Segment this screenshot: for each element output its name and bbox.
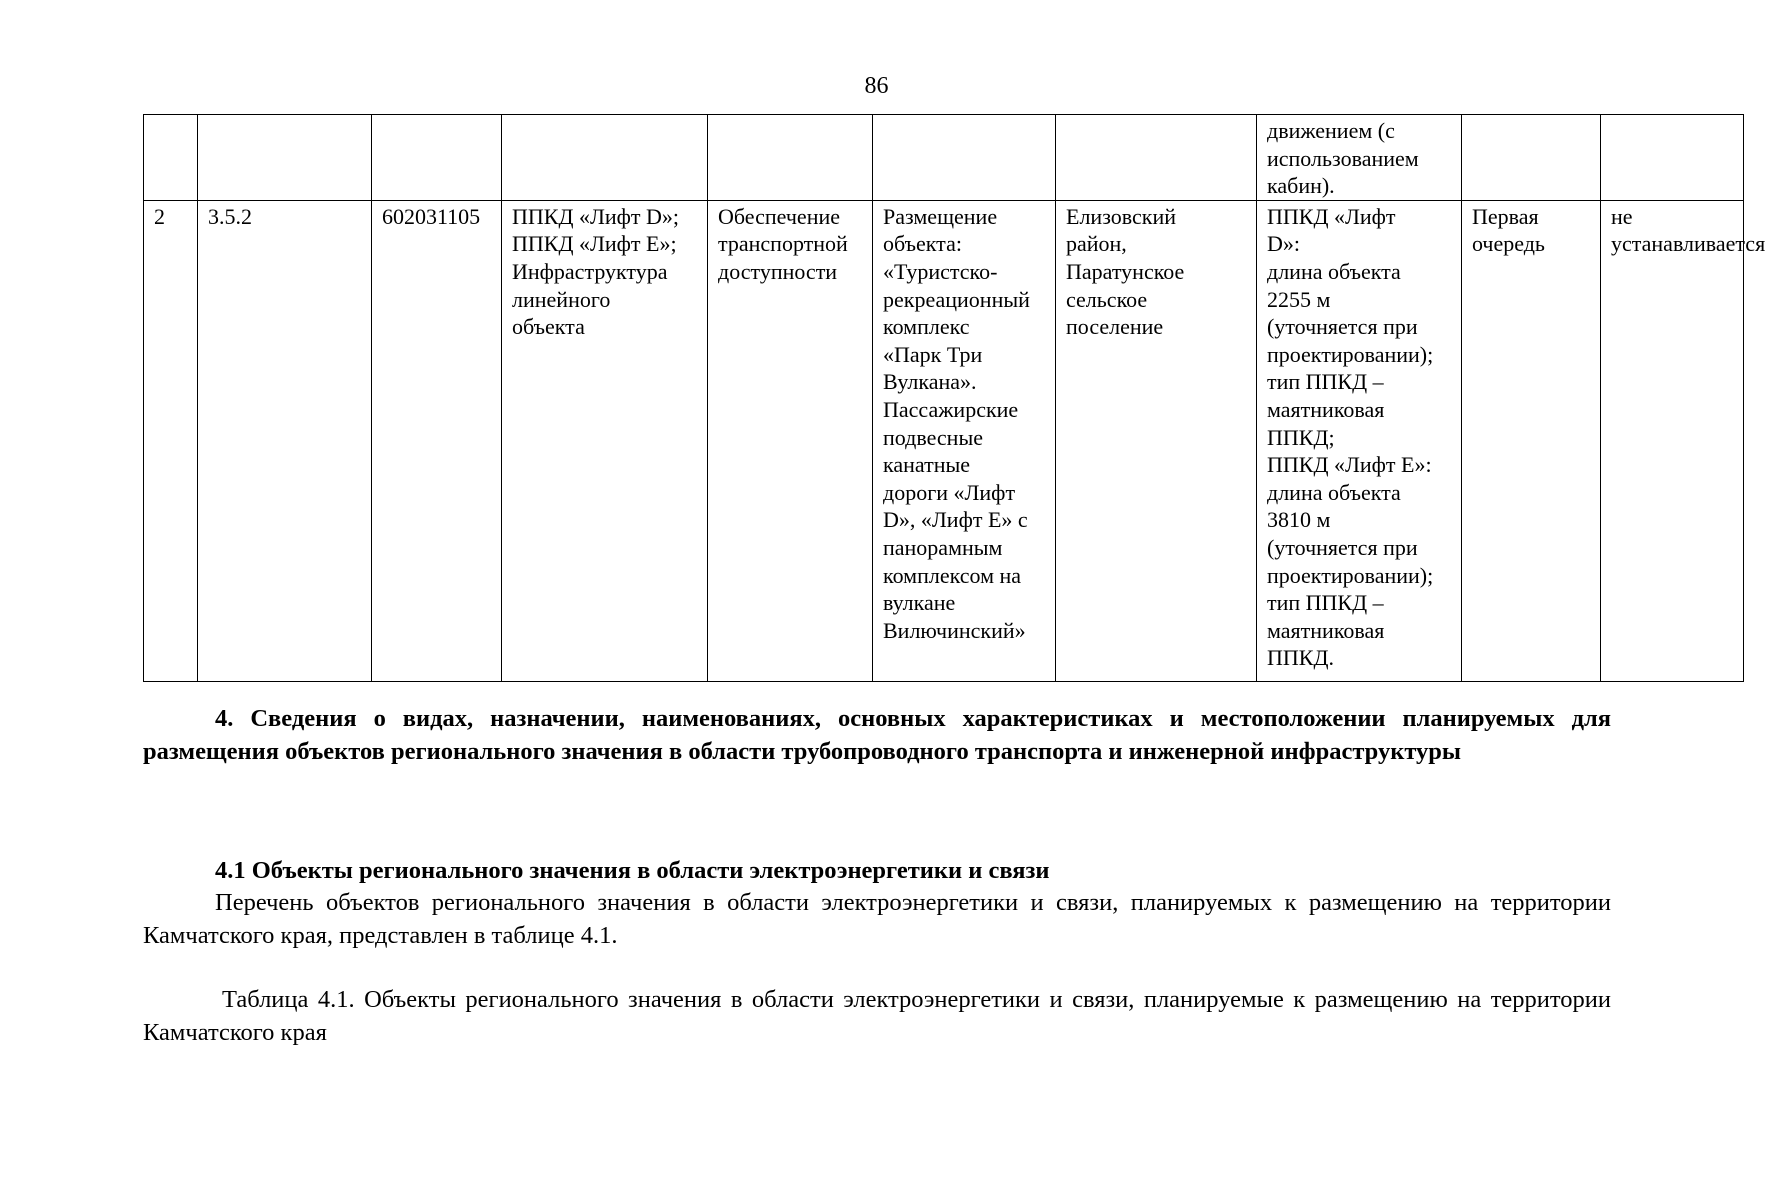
- table-cell-object-number: 3.5.2: [198, 200, 372, 681]
- table-cell-code: 602031105: [372, 200, 502, 681]
- table-cell: [708, 115, 873, 201]
- table-cell: [502, 115, 708, 201]
- table-cell: [1462, 115, 1601, 201]
- table-cell-characteristics-continued: движением (с использованием кабин).: [1257, 115, 1462, 201]
- table-row: [144, 200, 1744, 681]
- page-number: 86: [864, 73, 889, 99]
- section-4-heading: 4. Сведения о видах, назначении, наименованиях, основных характеристиках и местоположении планируемых для размещения объектов регионального значения в области трубопроводного транспорта и инженерной инфраструктуры: [143, 705, 1611, 765]
- table-cell: [1601, 115, 1744, 201]
- table-cell: [873, 115, 1056, 201]
- table-cell-location: Елизовский район, Паратунское сельское поселение: [1056, 200, 1257, 681]
- table-cell: [1056, 115, 1257, 201]
- objects-table-wrapper: [143, 114, 1765, 682]
- table-cell: [198, 115, 372, 201]
- table-cell-purpose: Обеспечение транспортной доступности: [708, 200, 873, 681]
- table-cell-description: Размещение объекта: «Туристско- рекреационный комплекс «Парк Три Вулкана». Пассажирские подвесные канатные дороги «Лифт D», «Лифт E» с панорамным комплексом на вулкане Вилючинский»: [873, 200, 1056, 681]
- table-cell-object-name: ППКД «Лифт D»; ППКД «Лифт E»; Инфраструктура линейного объекта: [502, 200, 708, 681]
- table-cell-stage: Первая очередь: [1462, 200, 1601, 681]
- section-4-1-heading: 4.1 Объекты регионального значения в области электроэнергетики и связи: [215, 857, 1050, 884]
- table-4-1-caption: Таблица 4.1. Объекты регионального значения в области электроэнергетики и связи, планируемые к размещению на территории Камчатского края: [143, 986, 1611, 1046]
- section-4-1-paragraph: Перечень объектов регионального значения в области электроэнергетики и связи, планируемых к размещению на территории Камчатского края, представлен в таблице 4.1.: [143, 889, 1611, 949]
- table-cell: [144, 115, 198, 201]
- table-cell-zone: не устанавливается: [1601, 200, 1744, 681]
- table-cell: [372, 115, 502, 201]
- table-row-continued: [144, 115, 1744, 201]
- objects-table: [143, 114, 1765, 682]
- table-cell-characteristics: ППКД «Лифт D»: длина объекта 2255 м (уточняется при проектировании); тип ППКД – маятниковая ППКД; ППКД «Лифт E»: длина объекта 3810 м (уточняется при проектировании); тип ППКД – маятниковая ППКД.: [1257, 200, 1462, 681]
- table-cell-row-number: 2: [144, 200, 198, 681]
